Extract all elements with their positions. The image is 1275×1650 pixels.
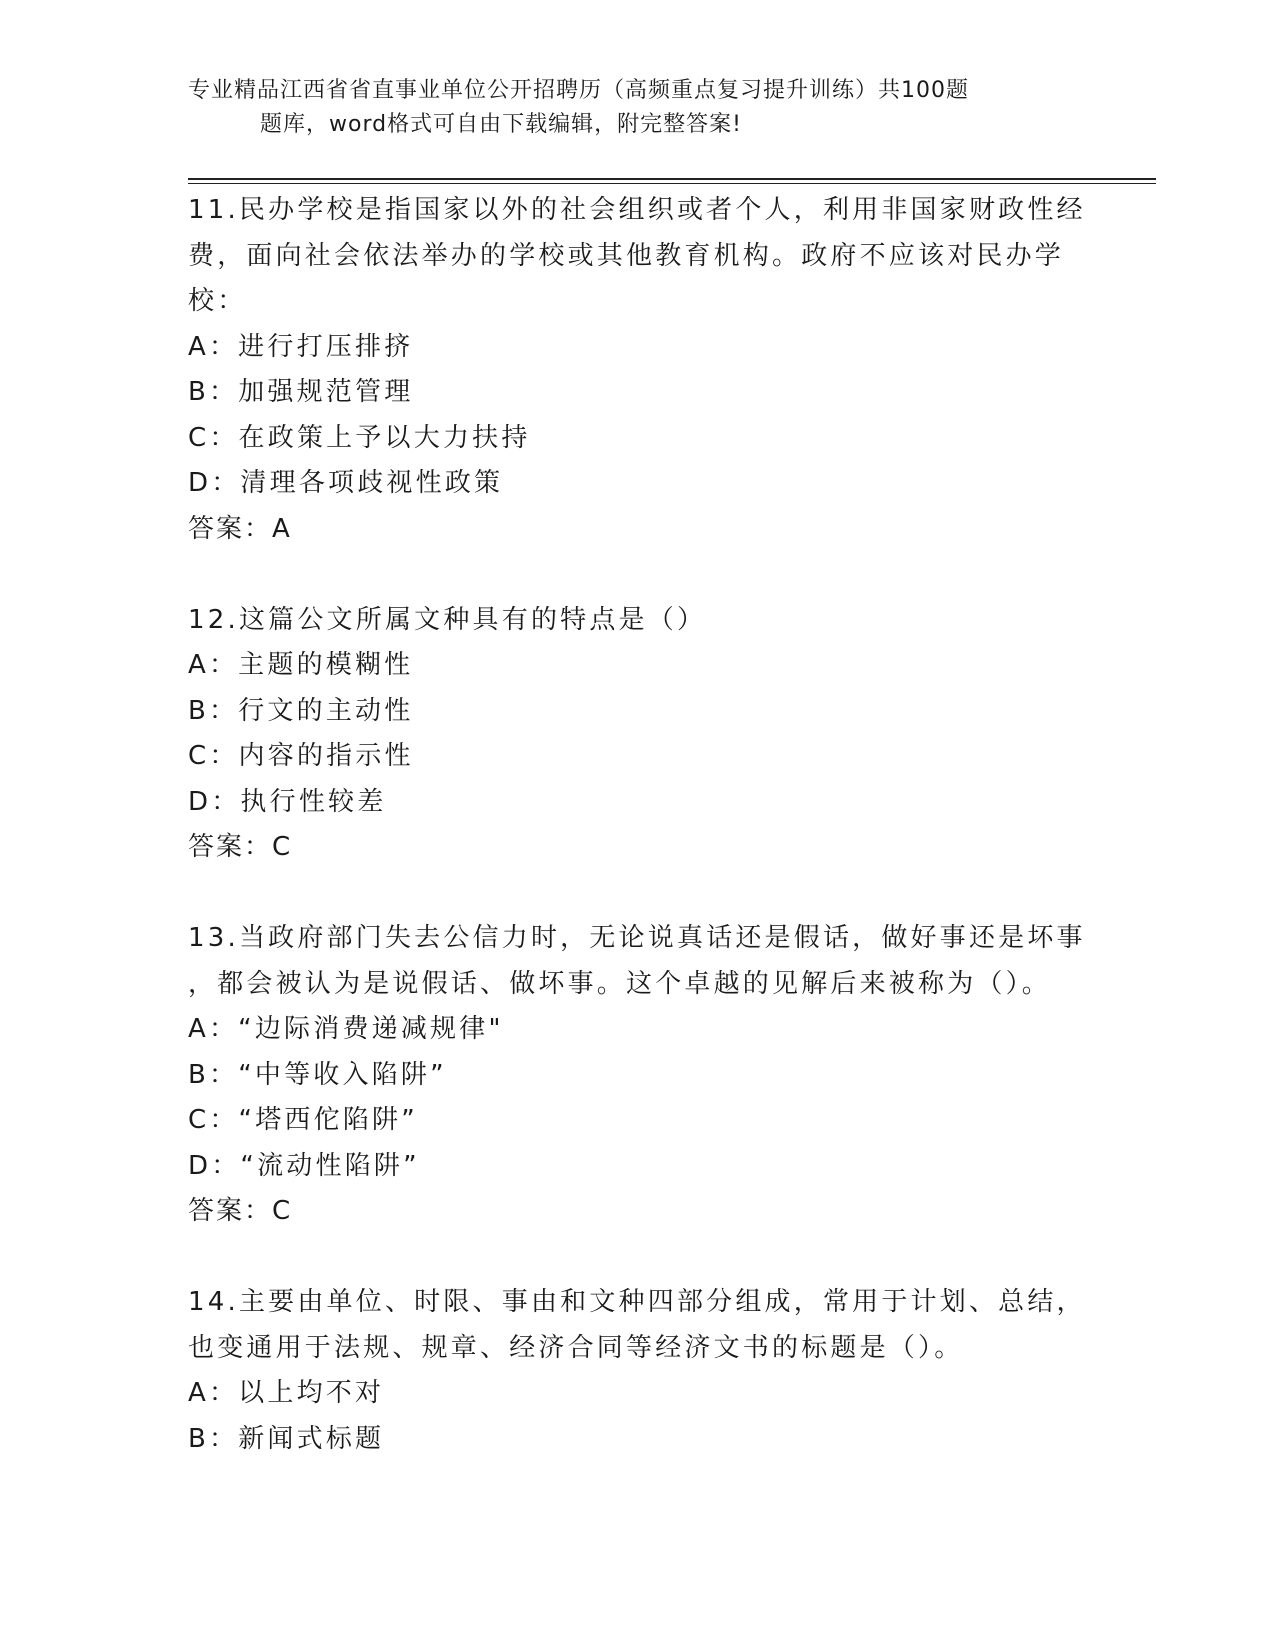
question-stem-line: 费，面向社会依法举办的学校或其他教育机构。政府不应该对民办学 xyxy=(188,240,1065,271)
header-divider-thin xyxy=(188,183,1156,184)
question-12 xyxy=(188,598,1088,871)
option-c: C：内容的指示性 xyxy=(188,741,414,771)
option-a: A：主题的模糊性 xyxy=(188,650,414,680)
option-a: A：进行打压排挤 xyxy=(188,331,414,362)
question-14 xyxy=(188,1280,1088,1462)
option-b: B：加强规范管理 xyxy=(188,377,414,407)
question-stem-line: 校： xyxy=(188,286,247,316)
option-c: C：在政策上予以大力扶持 xyxy=(188,422,531,453)
question-stem-line: ，都会被认为是说假话、做坏事。这个卓越的见解后来被称为（）。 xyxy=(188,968,1052,999)
option-b: B：行文的主动性 xyxy=(188,695,414,726)
header-title-line-2: 题库，word格式可自由下载编辑，附完整答案! xyxy=(260,112,742,137)
option-d: D：清理各项歧视性政策 xyxy=(188,468,504,498)
option-b: B：新闻式标题 xyxy=(188,1423,385,1454)
question-11 xyxy=(188,188,1088,552)
header-divider-thick xyxy=(188,178,1156,180)
question-stem-line: 也变通用于法规、规章、经济合同等经济文书的标题是（）。 xyxy=(188,1332,964,1363)
answer: 答案：A xyxy=(188,513,292,544)
option-b: B：“中等收入陷阱” xyxy=(188,1059,447,1090)
question-list xyxy=(188,188,1088,1462)
question-stem-line: 13.当政府部门失去公信力时，无论说真话还是假话，做好事还是坏事 xyxy=(188,923,1086,953)
answer: 答案：C xyxy=(188,1196,293,1226)
header-title-line-1: 专业精品江西省省直事业单位公开招聘历（高频重点复习提升训练）共100题 xyxy=(188,78,969,103)
question-stem-line: 11.民办学校是指国家以外的社会组织或者个人，利用非国家财政性经 xyxy=(188,195,1086,225)
option-a: A：以上均不对 xyxy=(188,1378,385,1408)
question-stem-line: 14.主要由单位、时限、事由和文种四部分组成，常用于计划、总结， xyxy=(188,1287,1086,1317)
question-stem-line: 12.这篇公文所属文种具有的特点是（） xyxy=(188,604,707,635)
option-c: C：“塔西佗陷阱” xyxy=(188,1105,418,1135)
answer: 答案：C xyxy=(188,832,293,862)
document-header xyxy=(188,74,1068,142)
option-d: D：执行性较差 xyxy=(188,786,387,817)
option-a: A：“边际消费递减规律" xyxy=(188,1014,504,1044)
option-d: D：“流动性陷阱” xyxy=(188,1150,420,1181)
question-13 xyxy=(188,916,1088,1235)
